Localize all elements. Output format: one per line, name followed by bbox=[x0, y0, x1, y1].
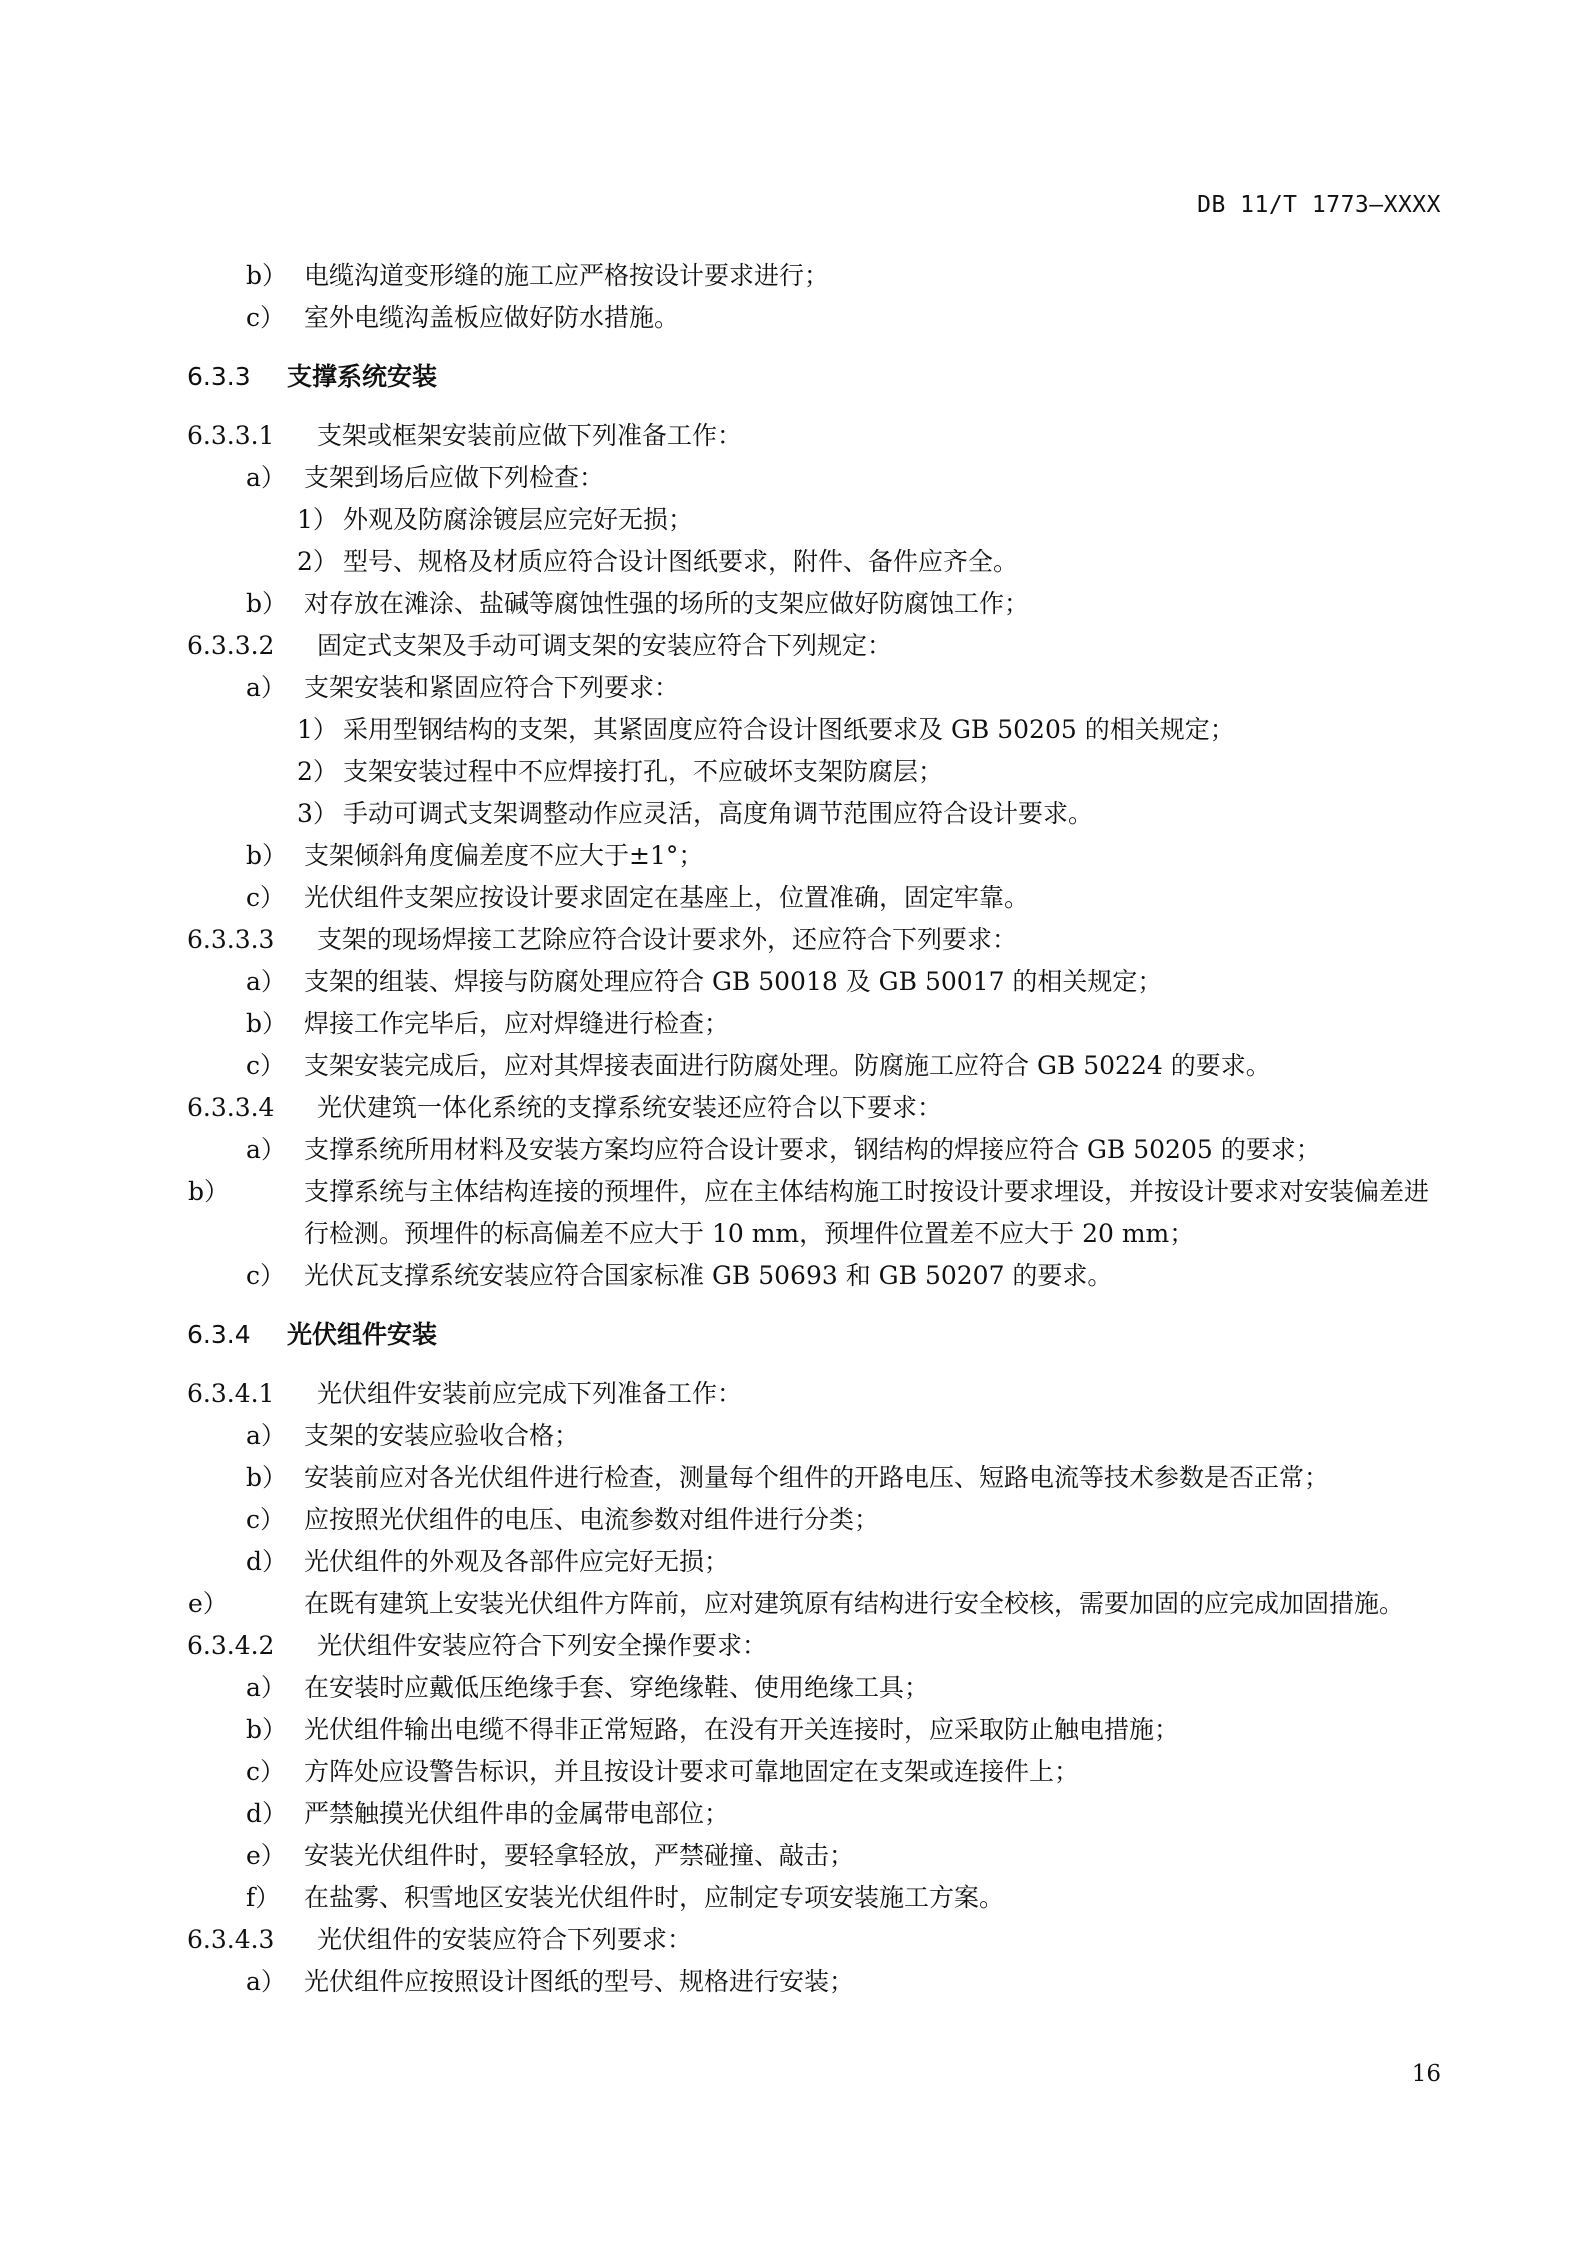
item-text: 支撑系统所用材料及安装方案均应符合设计要求，钢结构的焊接应符合 GB 50205 的要求； bbox=[304, 1135, 1321, 1164]
item-number: a） bbox=[246, 1673, 286, 1702]
item-text: 安装光伏组件时，要轻拿轻放，严禁碰撞、敲击； bbox=[304, 1841, 855, 1870]
list-item bbox=[187, 1457, 1443, 1499]
item-number: 2） bbox=[297, 547, 338, 576]
item-text: 光伏组件支架应按设计要求固定在基座上，位置准确，固定牢靠。 bbox=[304, 883, 1030, 912]
item-text: 在盐雾、积雪地区安装光伏组件时，应制定专项安装施工方案。 bbox=[304, 1883, 1005, 1912]
item-text: 光伏建筑一体化系统的支撑系统安装还应符合以下要求： bbox=[317, 1093, 943, 1122]
section-heading bbox=[187, 356, 1443, 398]
list-item bbox=[187, 961, 1443, 1003]
item-number: a） bbox=[246, 967, 286, 996]
list-item bbox=[187, 835, 1443, 877]
item-number: e） bbox=[188, 1589, 228, 1618]
clause bbox=[187, 1625, 1443, 1667]
list-item bbox=[187, 877, 1443, 919]
item-number: d） bbox=[246, 1799, 288, 1828]
list-item bbox=[187, 1751, 1443, 1793]
item-text: 室外电缆沟盖板应做好防水措施。 bbox=[304, 303, 680, 332]
item-text: 固定式支架及手动可调支架的安装应符合下列规定： bbox=[317, 631, 893, 660]
item-text: 手动可调式支架调整动作应灵活，高度角调节范围应符合设计要求。 bbox=[343, 799, 1094, 828]
item-text: 严禁触摸光伏组件串的金属带电部位； bbox=[304, 1799, 730, 1828]
list-item bbox=[187, 297, 1443, 339]
item-number: 1） bbox=[297, 505, 338, 534]
list-item bbox=[187, 1877, 1443, 1919]
item-number: c） bbox=[246, 1757, 286, 1786]
item-text: 光伏组件的安装应符合下列要求： bbox=[317, 1925, 693, 1954]
list-item bbox=[187, 1541, 1443, 1583]
item-number: 6.3.3 bbox=[187, 362, 251, 391]
item-number: b） bbox=[246, 261, 288, 290]
list-item bbox=[187, 457, 1443, 499]
item-text: 支撑系统与主体结构连接的预埋件，应在主体结构施工时按设计要求埋设，并按设计要求对安装偏差进行检测。预埋件的标高偏差不应大于 10 mm，预埋件位置差不应大于 20 mm； bbox=[304, 1177, 1430, 1248]
item-number: b） bbox=[246, 589, 288, 618]
sub-list-item bbox=[187, 709, 1443, 751]
item-text: 支架安装和紧固应符合下列要求： bbox=[304, 673, 680, 702]
item-number: c） bbox=[246, 1261, 286, 1290]
item-number: d） bbox=[246, 1547, 288, 1576]
list-item bbox=[187, 1961, 1443, 2003]
item-number: 6.3.3.3 bbox=[187, 925, 275, 954]
item-text: 对存放在滩涂、盐碱等腐蚀性强的场所的支架应做好防腐蚀工作； bbox=[304, 589, 1030, 618]
list-item bbox=[187, 1003, 1443, 1045]
clause bbox=[187, 1919, 1443, 1961]
item-text: 光伏组件安装前应完成下列准备工作： bbox=[317, 1379, 743, 1408]
item-text: 光伏组件的外观及各部件应完好无损； bbox=[304, 1547, 730, 1576]
list-item bbox=[187, 1667, 1443, 1709]
item-number: b） bbox=[246, 841, 288, 870]
item-number: c） bbox=[246, 303, 286, 332]
list-item bbox=[187, 1415, 1443, 1457]
item-number: a） bbox=[246, 1421, 286, 1450]
item-number: e） bbox=[246, 1841, 286, 1870]
item-text: 外观及防腐涂镀层应完好无损； bbox=[343, 505, 694, 534]
item-number: b） bbox=[246, 1715, 288, 1744]
item-text: 光伏瓦支撑系统安装应符合国家标准 GB 50693 和 GB 50207 的要求。 bbox=[304, 1261, 1113, 1290]
item-text: 型号、规格及材质应符合设计图纸要求，附件、备件应齐全。 bbox=[343, 547, 1019, 576]
item-text: 采用型钢结构的支架，其紧固度应符合设计图纸要求及 GB 50205 的相关规定； bbox=[343, 715, 1235, 744]
document-id-header: DB 11/T 1773—XXXX bbox=[1197, 192, 1441, 218]
item-number: f） bbox=[246, 1883, 281, 1912]
clause bbox=[187, 919, 1443, 961]
clause bbox=[187, 1087, 1443, 1129]
item-number: 3） bbox=[297, 799, 338, 828]
item-text: 电缆沟道变形缝的施工应严格按设计要求进行； bbox=[304, 261, 830, 290]
list-item bbox=[187, 255, 1443, 297]
list-item bbox=[187, 1583, 1443, 1625]
item-text: 光伏组件安装应符合下列安全操作要求： bbox=[317, 1631, 768, 1660]
item-number: a） bbox=[246, 463, 286, 492]
list-item bbox=[187, 1171, 1443, 1255]
item-number: 2） bbox=[297, 757, 338, 786]
clause bbox=[187, 625, 1443, 667]
item-number: 6.3.4 bbox=[187, 1320, 251, 1349]
clause bbox=[187, 1373, 1443, 1415]
item-text: 支架的现场焊接工艺除应符合设计要求外，还应符合下列要求： bbox=[317, 925, 1018, 954]
item-text: 支架的安装应验收合格； bbox=[304, 1421, 580, 1450]
list-item bbox=[187, 1045, 1443, 1087]
item-number: 6.3.4.1 bbox=[187, 1379, 275, 1408]
list-item bbox=[187, 667, 1443, 709]
item-text: 应按照光伏组件的电压、电流参数对组件进行分类； bbox=[304, 1505, 880, 1534]
item-number: a） bbox=[246, 1135, 286, 1164]
document-body bbox=[187, 255, 1443, 2003]
item-text: 在安装时应戴低压绝缘手套、穿绝缘鞋、使用绝缘工具； bbox=[304, 1673, 930, 1702]
page-number: 16 bbox=[1411, 2061, 1441, 2087]
sub-list-item bbox=[187, 499, 1443, 541]
item-text: 支架或框架安装前应做下列准备工作： bbox=[317, 421, 743, 450]
item-text: 支撑系统安装 bbox=[287, 362, 438, 391]
list-item bbox=[187, 1129, 1443, 1171]
list-item bbox=[187, 1499, 1443, 1541]
item-text: 焊接工作完毕后，应对焊缝进行检查； bbox=[304, 1009, 730, 1038]
item-number: 6.3.3.1 bbox=[187, 421, 275, 450]
item-number: b） bbox=[188, 1177, 230, 1206]
item-text: 支架到场后应做下列检查： bbox=[304, 463, 605, 492]
item-text: 支架的组装、焊接与防腐处理应符合 GB 50018 及 GB 50017 的相关规定； bbox=[304, 967, 1163, 996]
item-text: 安装前应对各光伏组件进行检查，测量每个组件的开路电压、短路电流等技术参数是否正常； bbox=[304, 1463, 1330, 1492]
item-number: a） bbox=[246, 1967, 286, 1996]
item-number: a） bbox=[246, 673, 286, 702]
list-item bbox=[187, 1793, 1443, 1835]
list-item bbox=[187, 1835, 1443, 1877]
section-heading bbox=[187, 1314, 1443, 1356]
item-text: 光伏组件应按照设计图纸的型号、规格进行安装； bbox=[304, 1967, 855, 1996]
item-text: 支架倾斜角度偏差度不应大于±1°； bbox=[304, 841, 704, 870]
list-item bbox=[187, 1709, 1443, 1751]
item-number: 6.3.4.2 bbox=[187, 1631, 275, 1660]
item-number: c） bbox=[246, 1505, 286, 1534]
item-number: c） bbox=[246, 883, 286, 912]
item-number: 6.3.3.2 bbox=[187, 631, 275, 660]
item-number: 1） bbox=[297, 715, 338, 744]
item-number: b） bbox=[246, 1463, 288, 1492]
item-text: 方阵处应设警告标识，并且按设计要求可靠地固定在支架或连接件上； bbox=[304, 1757, 1080, 1786]
item-number: c） bbox=[246, 1051, 286, 1080]
sub-list-item bbox=[187, 751, 1443, 793]
sub-list-item bbox=[187, 793, 1443, 835]
list-item bbox=[187, 583, 1443, 625]
item-text: 在既有建筑上安装光伏组件方阵前，应对建筑原有结构进行安全校核，需要加固的应完成加固措施。 bbox=[304, 1589, 1405, 1618]
item-text: 支架安装完成后，应对其焊接表面进行防腐处理。防腐施工应符合 GB 50224 的要求。 bbox=[304, 1051, 1271, 1080]
item-text: 光伏组件输出电缆不得非正常短路，在没有开关连接时，应采取防止触电措施； bbox=[304, 1715, 1180, 1744]
item-text: 光伏组件安装 bbox=[287, 1320, 438, 1349]
sub-list-item bbox=[187, 541, 1443, 583]
item-number: b） bbox=[246, 1009, 288, 1038]
item-number: 6.3.4.3 bbox=[187, 1925, 275, 1954]
list-item bbox=[187, 1255, 1443, 1297]
item-text: 支架安装过程中不应焊接打孔，不应破坏支架防腐层； bbox=[343, 757, 944, 786]
clause bbox=[187, 415, 1443, 457]
item-number: 6.3.3.4 bbox=[187, 1093, 275, 1122]
